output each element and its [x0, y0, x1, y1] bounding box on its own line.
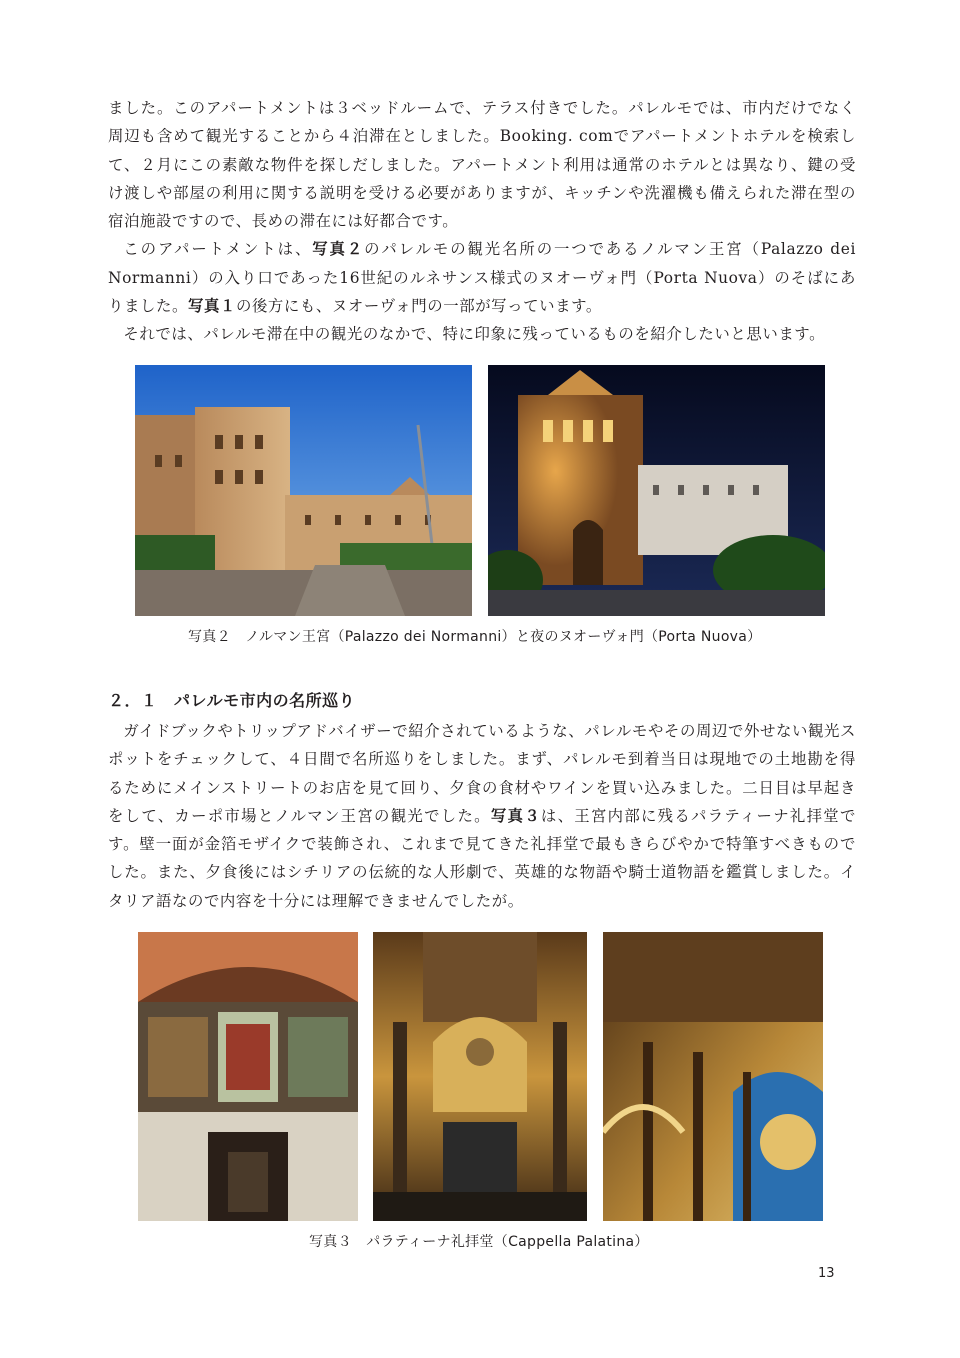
- photo3-caption: 写真３ パラティーナ礼拝堂（Cappella Palatina）: [309, 1234, 649, 1250]
- photo-chapel-apse: [373, 932, 587, 1221]
- photo2-reference: 写真２: [312, 240, 365, 259]
- photo-palazzo-normanni: [135, 365, 472, 616]
- section-paragraph: ガイドブックやトリップアドバイザーで紹介されているような、パレルモやその周辺で外せない観光スポットをチェックして、４日間で名所巡りをしました。まず、パレルモ到着当日は現地での土地勘を得るためにメインストリートのお店を見て回り、夕食の食材やワインを買い込みました。二日目は早起きをして、カーポ市場とノルマン王宮の観光でした。写真３は、王宮内部に残るパラティーナ礼拝堂です。壁一面が金箔モザイクで装飾され、これまで見てきた礼拝堂で最もきらびやかで特筆すべきものでした。また、夕食後にはシチリアの伝統的な人形劇で、英雄的な物語や騎士道物語を鑑賞しました。イタリア語なので内容を十分には理解できませんでしたが。: [108, 722, 856, 910]
- intro-paragraph-2: このアパートメントは、写真２のパレルモの観光名所の一つであるノルマン王宮（Palazzo dei Normanni）の入り口であった16世紀のルネサンス様式のヌオーヴォ門（Porta Nuova）のそばにありました。写真１の後方にも、ヌオーヴォ門の一部が写っています。: [108, 240, 856, 316]
- section-text: [108, 717, 856, 915]
- photo2-caption: 写真２ ノルマン王宮（Palazzo dei Normanni）と夜のヌオーヴォ門（Porta Nuova）: [188, 629, 762, 645]
- photo3-reference: 写真３: [490, 806, 541, 825]
- photo-porta-nuova-night: [488, 365, 825, 616]
- intro-text: [108, 94, 856, 349]
- intro-paragraph-3: それでは、パレルモ滞在中の観光のなかで、特に印象に残っているものを紹介したいと思います。: [123, 325, 826, 344]
- photo-chapel-ceiling: [603, 932, 823, 1221]
- page-number: 13: [818, 1266, 835, 1281]
- intro-paragraph-1: ました。このアパートメントは３ベッドルームで、テラス付きでした。パレルモでは、市内だけでなく周辺も含めて観光することから４泊滞在としました。Booking. comでアパートメントホテルを検索して、２月にこの素敵な物件を探しだしました。アパートメント利用は通常のホテルとは異なり、鍵の受け渡しや部屋の利用に関する説明を受ける必要がありますが、キッチンや洗濯機も備えられた滞在型の宿泊施設ですので、長めの滞在には好都合です。: [108, 99, 856, 231]
- photo1-reference: 写真１: [187, 297, 236, 316]
- photo-chapel-entrance: [138, 932, 358, 1221]
- section-heading: ２．１ パレルモ市内の名所巡り: [108, 691, 356, 710]
